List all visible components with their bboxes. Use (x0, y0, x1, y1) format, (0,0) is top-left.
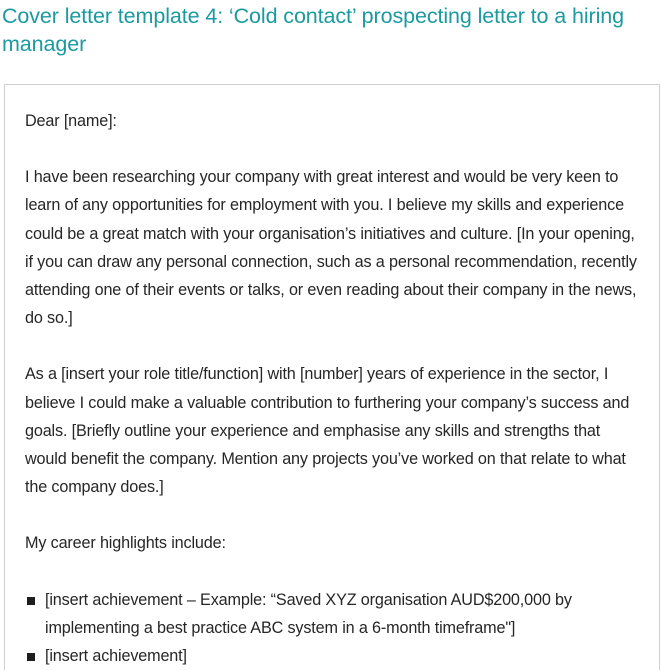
letter-template-box (4, 84, 660, 670)
career-highlights-list (25, 586, 639, 670)
list-item (25, 642, 639, 670)
letter-paragraph-opening: I have been researching your company with great interest and would be very keen to learn of any opportunities for employment with you. I believe my skills and experience could be a great match with your organisation’s initiatives and culture. [In your opening, if you can draw any personal connection, such as a personal recommendation, recently attending one of their events or talks, or even reading about their company in the news, do so.] (25, 168, 637, 328)
list-item (25, 586, 639, 642)
letter-salutation: Dear [name]: (25, 112, 117, 130)
list-item-text: [insert achievement] (45, 647, 187, 666)
letter-paragraph-experience: As a [insert your role title/function] with [number] years of experience in the sector, I believe I could make a valuable contribution to furthering your company’s success and goals. [Briefly outline your experience and emphasise any skills and strengths that would benefit the company. Mention any projects you’ve worked on that relate to what the company does.] (25, 365, 630, 497)
square-bullet-icon (27, 597, 35, 605)
page-title: Cover letter template 4: ‘Cold contact’ prospecting letter to a hiring manager (2, 4, 624, 56)
square-bullet-icon (27, 653, 35, 661)
list-item-text: [insert achievement – Example: “Saved XYZ organisation AUD$200,000 by implementing a best practice ABC system in a 6-month timeframe"] (45, 590, 572, 637)
career-highlights-intro: My career highlights include: (25, 534, 226, 553)
